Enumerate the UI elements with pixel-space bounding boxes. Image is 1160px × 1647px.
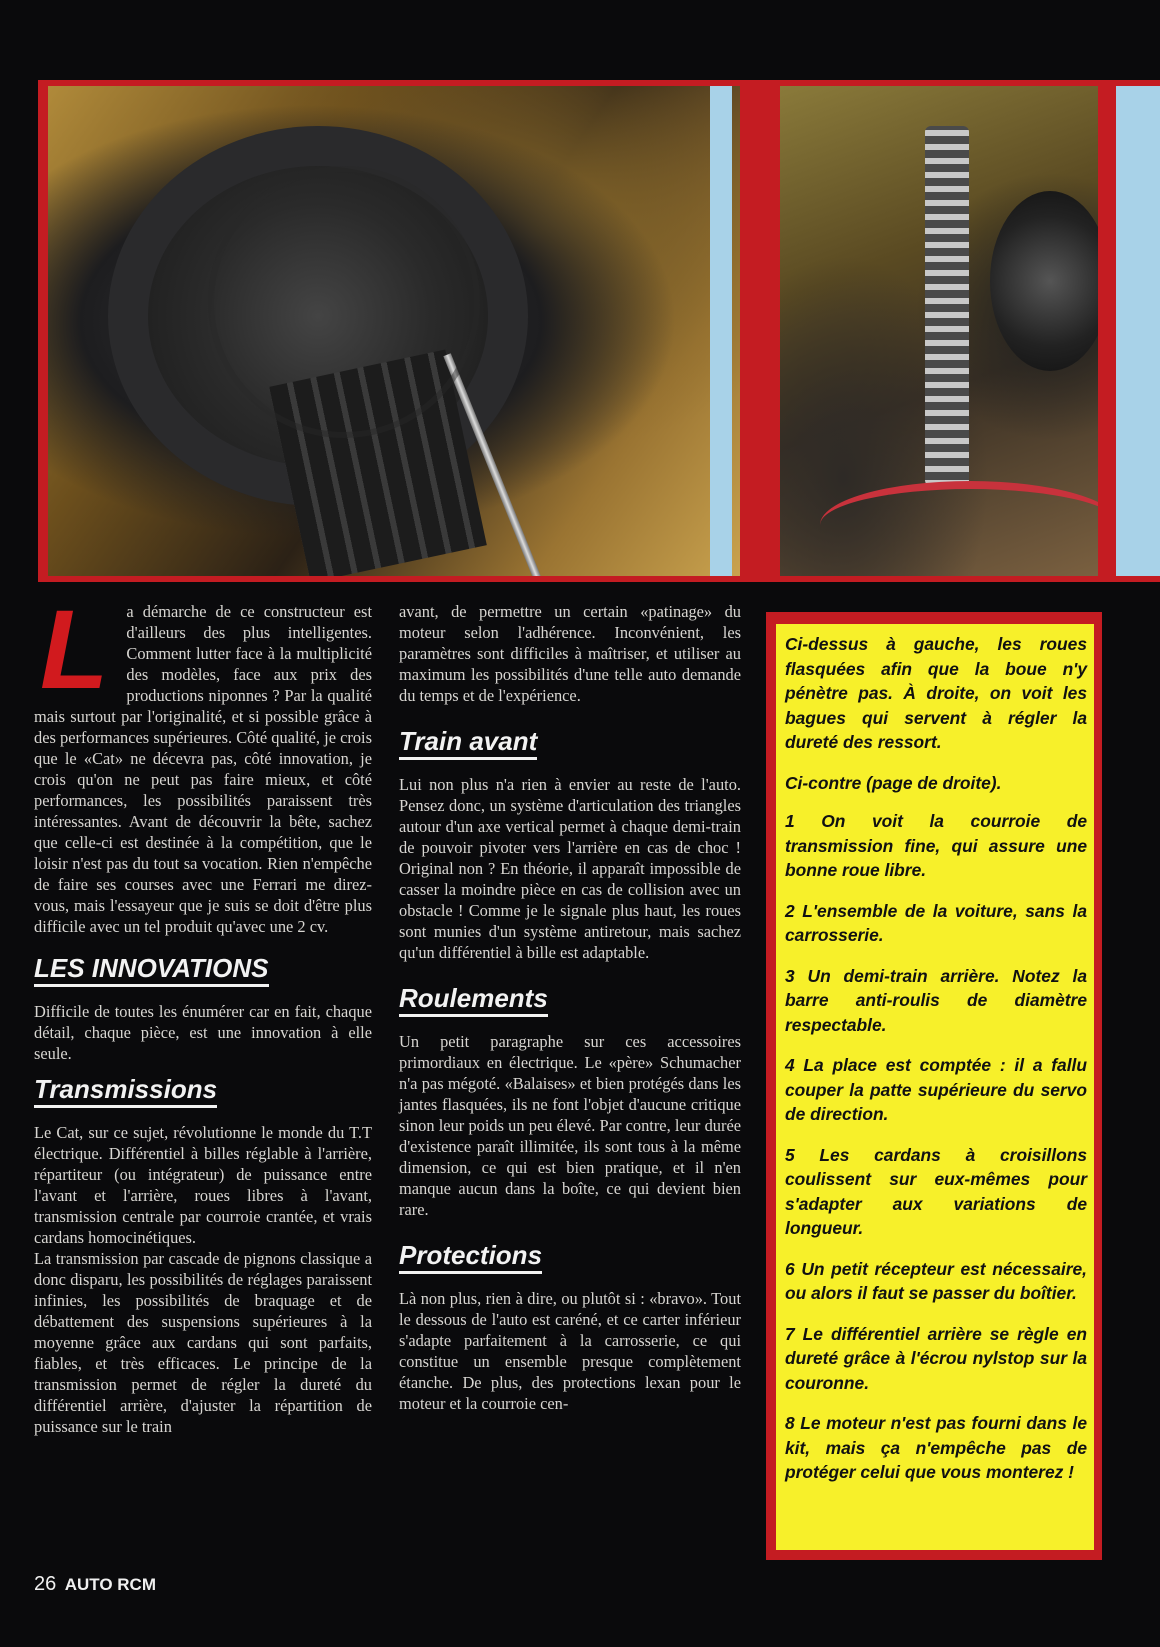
train-avant-paragraph: Lui non plus n'a rien à envier au reste de l'auto. Pensez donc, un système d'articulation des triangles autour d'un axe vertical permet à chaque demi-train de pouvoir pivoter vers l'arrière en cas de choc ! Original non ? En théorie, il apparaît impossible de casser la moindre pièce en cas de collision avec un obstacle ! Comme je le signale plus haut, les roues sont munies d'un système antiretour, mais sachez qu'un différentiel à bille est adaptable. — [399, 775, 741, 962]
gear-shape — [990, 191, 1098, 371]
watermark-stamp — [208, 166, 480, 438]
photo-shock-absorber — [780, 86, 1098, 576]
caption-item-5: 5 Les cardans à croisillons coulissent sur eux-mêmes pour s'adapter aux variations de longueur. — [785, 1144, 1087, 1238]
page-footer — [34, 1573, 156, 1596]
caption-box — [766, 612, 1102, 1560]
caption-item-3: 3 Un demi-train arrière. Notez la barre anti-roulis de diamètre respectable. — [785, 965, 1087, 1035]
innovations-paragraph: Difficile de toutes les énumérer car en fait, chaque détail, chaque pièce, est une innovation à elle seule. — [34, 1002, 372, 1063]
caption-item-7: 7 Le différentiel arrière se règle en dureté grâce à l'écrou nylstop sur la couronne. — [785, 1323, 1087, 1393]
drop-cap: L — [40, 587, 109, 712]
magazine-name: AUTO RCM — [64, 1575, 156, 1594]
caption-panel — [776, 624, 1094, 1550]
heading-innovations: LES INNOVATIONS — [34, 953, 269, 987]
heading-transmissions: Transmissions — [34, 1074, 217, 1108]
photo-frame — [38, 80, 1160, 582]
heading-train-avant: Train avant — [399, 726, 537, 760]
caption-intro: Ci-contre (page de droite). — [785, 772, 1002, 793]
caption-item-1: 1 On voit la courroie de transmission fine, qui assure une bonne roue libre. — [785, 811, 1087, 880]
caption-item-2: 2 L'ensemble de la voiture, sans la carrosserie. — [785, 900, 1087, 945]
caption-item-4: 4 La place est comptée : il a fallu couper la patte supérieure du servo de direction. — [785, 1055, 1087, 1124]
heading-roulements: Roulements — [399, 983, 548, 1017]
photo-divider — [710, 86, 732, 576]
continuation-paragraph: avant, de permettre un certain «patinage» du moteur selon l'adhérence. Inconvénient, les paramètres sont difficiles à maîtriser, et utiliser au maximum les possibilités d'une telle auto demande du temps et de l'expérience. — [399, 602, 741, 705]
intro-paragraph: a démarche de ce constructeur est d'ailleurs des plus intelligentes. Comment lutter face à la multiplicité des modèles, face aux prix des productions niponnes ? Par la qualité mais surtout par l'originalité, et si possible grâce à des performances supérieures. Côté qualité, je crois que le «Cat» ne décevra pas, côté innovation, je crois qu'on ne peut pas faire mieux, et côté performances, les possibilités paraissent très intéressantes. Avant de découvrir la bête, sachez que celle-ci est destinée à la compétition, que le loisir n'est pas du tout sa vocation. Rien n'empêche de faire ses courses avec une Ferrari me direz-vous, mais l'essayeur que je suis se doit d'être plus difficile avec un tel produit qu'avec une 2 cv. — [34, 602, 372, 936]
shock-spring-shape — [925, 126, 969, 486]
transmissions-paragraph-2: La transmission par cascade de pignons classique a donc disparu, les possibilités de réglages paraissent infinies, les possibilités de braquage et de débattement des suspensions supérieures à la moyenne grâce aux cardans qui sont parfaits, fiables, et très efficaces. Le principe de la transmission permet de régler la dureté du différentiel arrière, d'ajuster la répartition de puissance sur le train — [34, 1249, 372, 1436]
photo-divider-right — [1116, 86, 1160, 576]
photo-wheel-closeup — [48, 86, 740, 576]
article-column-2 — [399, 601, 741, 1414]
caption-item-8: 8 Le moteur n'est pas fourni dans le kit, mais ça n'empêche pas de protéger celui que vous monterez ! — [785, 1413, 1087, 1482]
red-cable-shape — [820, 481, 1098, 569]
caption-item-6: 6 Un petit récepteur est nécessaire, ou alors il faut se passer du boîtier. — [785, 1258, 1087, 1303]
heading-protections: Protections — [399, 1240, 542, 1274]
caption-photos: Ci-dessus à gauche, les roues flasquées afin que la boue n'y pénètre pas. À droite, on voit les bagues qui servent à régler la dureté des ressort. — [785, 634, 1087, 752]
transmissions-paragraph-1: Le Cat, sur ce sujet, révolutionne le monde du T.T électrique. Différentiel à billes réglable à l'arrière, répartiteur (ou intégrateur) de puissance entre l'avant et l'arrière, roues libres à l'avant, transmission centrale par courroie crantée, et vrais cardans homocinétiques. — [34, 1123, 372, 1247]
article-column-1 — [34, 587, 372, 1437]
page-number: 26 — [34, 1573, 57, 1595]
protections-paragraph: Là non plus, rien à dire, ou plutôt si : «bravo». Tout le dessous de l'auto est caréné, et ce carter inférieur s'adapte parfaitement à la carrosserie, ce qui constitue un ensemble presque complètement étanche. De plus, des protections lexan pour le moteur et la courroie cen- — [399, 1289, 741, 1413]
roulements-paragraph: Un petit paragraphe sur ces accessoires primordiaux en électrique. Le «père» Schumacher n'a pas mégoté. «Balaises» et bien protégés dans les jantes flasquées, ils ne font l'objet d'aucune critique sinon leur poids un peu élevé. Par contre, leur durée d'existence paraît illimitée, ils sont tous à la même dimension, ce qui est bien pratique, et il n'en manque aucun dans la boîte, ce qui devient bien rare. — [399, 1032, 741, 1219]
